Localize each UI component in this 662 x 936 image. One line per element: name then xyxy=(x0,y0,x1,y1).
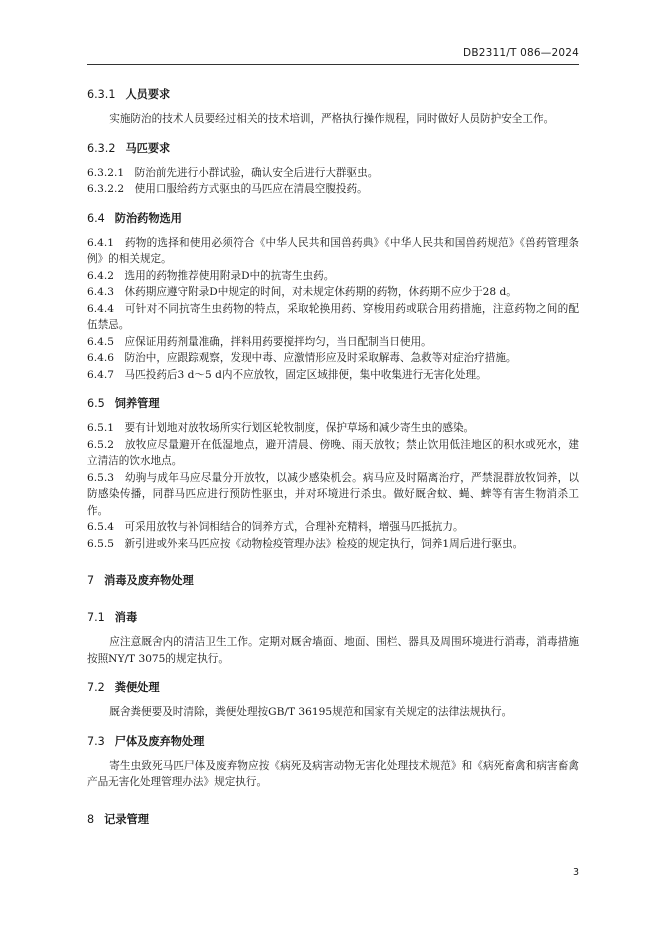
paragraph: 应注意厩舍内的清洁卫生工作。定期对厩舍墙面、地面、围栏、器具及周围环境进行消毒，消毒措施按照NY/T 3075的规定执行。 xyxy=(87,636,579,665)
paragraph: 6.5.5 新引进或外来马匹应按《动物检疫管理办法》检疫的规定执行，饲养1周后进行驱虫。 xyxy=(87,537,524,550)
document-code: DB2311/T 086—2024 xyxy=(463,47,579,59)
paragraph: 6.4.6 防治中，应跟踪观察，发现中毒、应激情形应及时采取解毒、急救等对症治疗措施。 xyxy=(87,352,517,364)
section-heading xyxy=(87,210,579,227)
section-number: 6.5 xyxy=(87,397,105,410)
document-body xyxy=(87,78,579,828)
paragraph: 6.3.2.1 防治前先进行小群试验，确认安全后进行大群驱虫。 xyxy=(87,166,379,179)
section-title: 记录管理 xyxy=(104,812,149,826)
section-number: 6.4 xyxy=(87,211,105,225)
section-title: 尸体及废弃物处理 xyxy=(114,734,205,748)
section-number: 7.1 xyxy=(87,611,105,624)
section-heading xyxy=(87,679,579,696)
section-heading xyxy=(87,733,579,750)
section-title: 饲养管理 xyxy=(114,397,160,410)
header-rule xyxy=(87,64,579,65)
section-title: 消毒 xyxy=(114,611,138,624)
section-heading xyxy=(87,395,579,412)
section-title: 防治药物选用 xyxy=(114,211,182,225)
paragraph: 6.4.4 可针对不同抗寄生虫药物的特点，采取轮换用药、穿梭用药或联合用药措施，注意药物之间的配伍禁忌。 xyxy=(87,302,579,331)
page-number: 3 xyxy=(572,867,579,878)
paragraph: 6.4.5 应保证用药剂量准确，拌料用药要搅拌均匀，当日配制当日使用。 xyxy=(87,335,432,348)
section-number: 8 xyxy=(87,812,95,826)
section-number: 6.3.2 xyxy=(87,141,116,155)
section-title: 人员要求 xyxy=(125,88,171,101)
section-number: 7 xyxy=(87,574,95,587)
section-number: 7.3 xyxy=(87,734,105,748)
paragraph: 厩舍粪便要及时清除，粪便处理按GB/T 36195规范和国家有关规定的法律法规执行。 xyxy=(109,706,513,718)
section-heading xyxy=(87,86,579,103)
section-heading xyxy=(87,140,579,157)
paragraph: 6.5.2 放牧应尽量避开在低湿地点，避开清晨、傍晚、雨天放牧；禁止饮用低洼地区的积水或死水，建立清洁的饮水地点。 xyxy=(87,438,579,467)
section-heading xyxy=(87,811,579,828)
section-title: 马匹要求 xyxy=(125,141,171,155)
section-heading xyxy=(87,572,579,589)
paragraph: 6.5.4 可采用放牧与补饲相结合的饲养方式，合理补充精料，增强马匹抵抗力。 xyxy=(87,521,464,533)
section-title: 粪便处理 xyxy=(114,681,160,694)
section-number: 7.2 xyxy=(87,681,105,694)
paragraph: 6.4.1 药物的选择和使用必须符合《中华人民共和国兽药典》《中华人民共和国兽药规范》《兽药管理条例》的相关规定。 xyxy=(87,236,579,265)
paragraph: 6.5.1 要有计划地对放牧场所实行划区轮牧制度，保护草场和减少寄生虫的感染。 xyxy=(87,422,475,434)
paragraph: 实施防治的技术人员要经过相关的技术培训，严格执行操作规程，同时做好人员防护安全工作。 xyxy=(109,113,555,125)
paragraph: 6.5.3 幼驹与成年马应尽量分开放牧，以减少感染机会。病马应及时隔离治疗，严禁混群放牧饲养，以防感染传播，同群马匹应进行预防性驱虫，并对环境进行杀虫。做好厩舍蚊、蝇、蜱等有害生物消杀工作。 xyxy=(87,471,579,517)
paragraph: 6.4.2 选用的药物推荐使用附录D中的抗寄生虫药。 xyxy=(87,269,335,282)
section-number: 6.3.1 xyxy=(87,88,116,101)
section-title: 消毒及废弃物处理 xyxy=(104,574,194,587)
section-heading xyxy=(87,609,579,626)
paragraph: 寄生虫致死马匹尸体及废弃物应按《病死及病害动物无害化处理技术规范》和《病死畜禽和病害畜禽产品无害化处理管理办法》规定执行。 xyxy=(87,759,579,788)
paragraph: 6.4.3 休药期应遵守附录D中规定的时间，对未规定休药期的药物，休药期不应少于28 d。 xyxy=(87,286,517,298)
paragraph: 6.3.2.2 使用口服给药方式驱虫的马匹应在清晨空腹投药。 xyxy=(87,183,368,195)
paragraph: 6.4.7 马匹投药后3 d～5 d内不应放牧，固定区域排便，集中收集进行无害化处理。 xyxy=(87,368,487,381)
